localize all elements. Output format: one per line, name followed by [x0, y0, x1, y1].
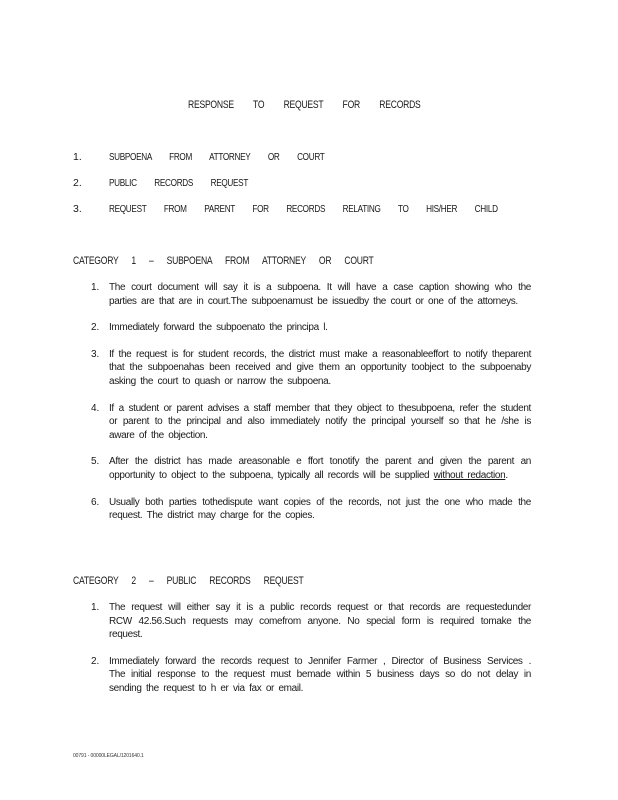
list-item-text: If the request is for student records, the district must make a reasonableeffort to notify theparent that the subpoenahas been received and give them an opportunity toobject to the subpoenaby asking the court to quash or narrow the subpoena. [109, 348, 531, 387]
list-item [91, 402, 531, 443]
document-title [188, 99, 486, 111]
toc-item-text: SUBPOENA FROM ATTORNEY OR COURT [109, 151, 325, 163]
category-2-list [91, 601, 531, 709]
toc-item-number: 2. [73, 177, 82, 189]
list-item-text: The request will either say it is a public records request or that records are requestedunder RCW 42.56.Such requests may comefrom anyone. No special form is required tomake the request. [109, 602, 531, 641]
list-item-text: Immediately forward the subpoenato the principa l. [109, 322, 328, 334]
list-item [91, 348, 531, 389]
list-item [91, 496, 531, 523]
toc-item-number: 1. [73, 151, 82, 163]
list-item-number: 5. [91, 456, 100, 468]
list-item-number: 6. [91, 496, 100, 508]
list-item [91, 455, 531, 482]
toc-item [73, 176, 553, 202]
list-item-text: If a student or parent advises a staff member that they object to thesubpoena, refer the student or parent to the principal and also immediately notify the principal yourself so that he /she is aware of the objection. [109, 402, 531, 441]
list-item-text: Immediately forward the records request to Jennifer Farmer , Director of Business Services . The initial response to the request must bemade within 5 business days so do not delay in sending the request to h er via fax or email. [109, 655, 531, 694]
category-1-heading [73, 255, 458, 267]
toc-item [73, 150, 553, 176]
list-item-number: 3. [91, 348, 100, 360]
table-of-contents [73, 150, 553, 228]
toc-item [73, 202, 553, 228]
list-item [91, 655, 531, 696]
toc-item-number: 3. [73, 203, 82, 215]
category-2-heading-text: CATEGORY 2 – PUBLIC RECORDS REQUEST [73, 575, 304, 587]
list-item-text [109, 455, 531, 482]
category-1-list [91, 281, 531, 536]
list-item-number: 2. [91, 322, 100, 334]
list-item-text: The court document will say it is a subpoena. It will have a case caption showing who the parties are that are in court.The subpoenamust be issuedby the court or one of the attorneys. [109, 282, 531, 307]
underlined-text: without redaction [433, 469, 506, 481]
toc-item-text: REQUEST FROM PARENT FOR RECORDS RELATING TO HIS/HER CHILD [109, 203, 498, 215]
category-1-heading-text: CATEGORY 1 – SUBPOENA FROM ATTORNEY OR COURT [73, 255, 374, 267]
list-item [91, 321, 531, 335]
list-item-text-before: After the district has made areasonable e ffort tonotify the parent and given the parent an opportunity to object to the subpoena, typically all records will be supplied [109, 456, 531, 481]
category-2-heading [73, 575, 368, 587]
list-item [91, 281, 531, 308]
list-item-number: 4. [91, 402, 100, 414]
document-title-text: RESPONSE TO REQUEST FOR RECORDS [188, 99, 421, 111]
toc-item-text: PUBLIC RECORDS REQUEST [109, 177, 249, 189]
list-item [91, 601, 531, 642]
document-footer: 00791 - 00000LEGAL/1201640.1 [73, 753, 144, 759]
list-item-number: 2. [91, 655, 100, 667]
list-item-text-after: . [505, 469, 508, 481]
list-item-number: 1. [91, 282, 100, 293]
list-item-number: 1. [91, 602, 100, 613]
list-item-text: Usually both parties tothedispute want copies of the records, not just the one who made the request. The district may charge for the copies. [109, 496, 531, 522]
